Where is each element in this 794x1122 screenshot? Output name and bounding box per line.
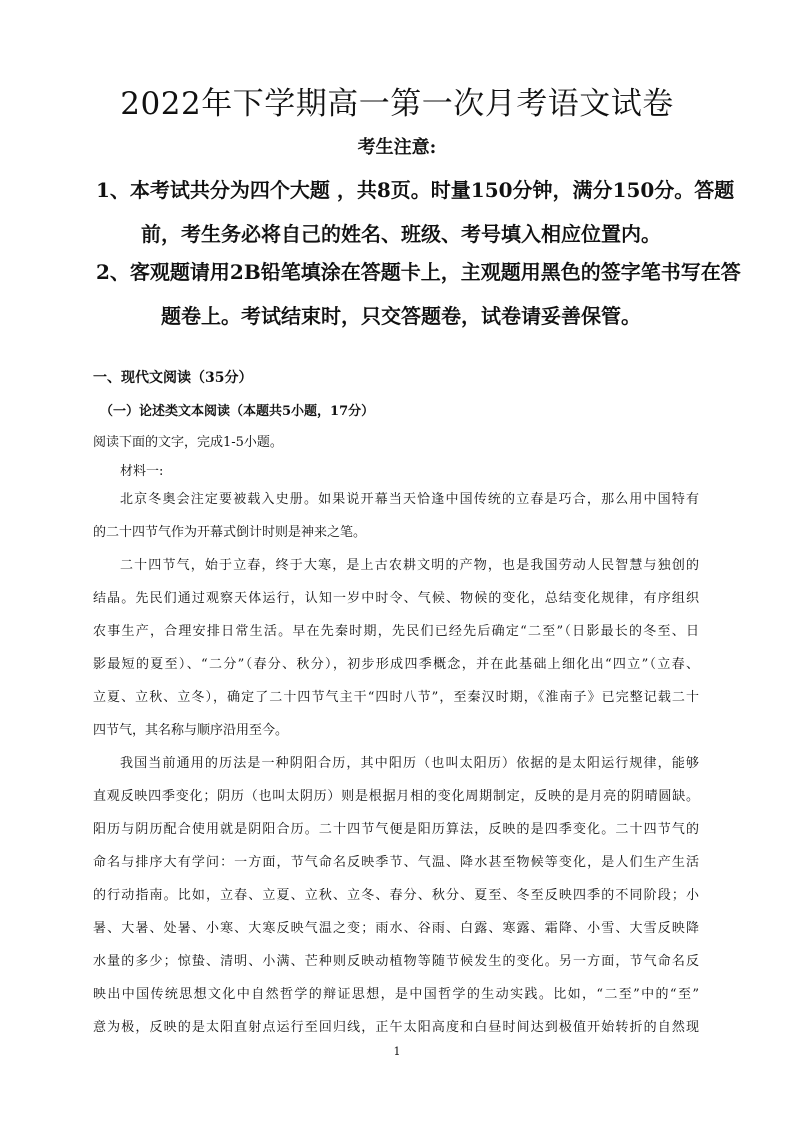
- body-line: 四节气，其名称与顺序沿用至今。: [93, 723, 289, 738]
- body-line: 映出中国传统思想文化中自然哲学的辩证思想，是中国哲学的生动实践。比如，“二至”中的“至”: [93, 987, 699, 1002]
- body-line: 意为极，反映的是太阳直射点运行至回归线，正午太阳高度和白昼时间达到极值开始转折的自然现: [93, 1020, 699, 1035]
- body-line: 北京冬奥会注定要被载入史册。如果说开幕当天恰逢中国传统的立春是巧合，那么用中国特有: [120, 492, 699, 507]
- page-number: 1: [393, 1045, 401, 1058]
- body-line: 农事生产，合理安排日常生活。早在先秦时期，先民们已经先后确定“二至”（日影最长的冬至、日: [93, 624, 699, 639]
- exam-title: 2022年下学期高一第一次月考语文试卷: [120, 86, 674, 122]
- notice-heading: 考生注意:: [357, 137, 437, 158]
- body-line: 我国当前通用的历法是一种阴阳合历，其中阳历（也叫太阳历）依据的是太阳运行规律，能够: [120, 756, 699, 771]
- notice-rule-1-line-2: 前，考生务必将自己的姓名、班级、考号填入相应位置内。: [141, 222, 661, 246]
- notice-rule-2-line-1: 2、客观题请用2B铅笔填涂在答题卡上，主观题用黑色的签字笔书写在答: [96, 260, 741, 284]
- body-line: 命名与排序大有学问：一方面，节气命名反映季节、气温、降水甚至物候等变化，是人们生产生活: [93, 855, 699, 870]
- notice-rule-2-line-2: 题卷上。考试结束时，只交答题卷，试卷请妥善保管。: [161, 304, 641, 328]
- body-line: 阳历与阴历配合使用就是阴阳合历。二十四节气便是阳历算法，反映的是四季变化。二十四节气的: [93, 822, 699, 837]
- body-line: 暑、大暑、处暑、小寒、大寒反映气温之变；雨水、谷雨、白露、寒露、霜降、小雪、大雪反映降: [93, 921, 699, 936]
- body-line: 二十四节气，始于立春，终于大寒，是上古农耕文明的产物，也是我国劳动人民智慧与独创的: [120, 558, 699, 573]
- instruction-text: 阅读下面的文字，完成1-5小题。: [93, 435, 283, 450]
- body-line: 水量的多少；惊蛰、清明、小满、芒种则反映动植物等随节候发生的变化。另一方面，节气命名反: [93, 954, 699, 969]
- body-line: 直观反映四季变化；阴历（也叫太阴历）则是根据月相的变化周期制定，反映的是月亮的阴晴圆缺。: [93, 789, 699, 804]
- body-line: 的行动指南。比如，立春、立夏、立秋、立冬、春分、秋分、夏至、冬至反映四季的不同阶段；小: [93, 888, 699, 903]
- notice-rule-1-line-1: 1、本考试共分为四个大题 ，共8页。时量150分钟，满分150分。答题: [96, 178, 735, 202]
- subsection-heading: （一）论述类文本阅读（本题共5小题，17分）: [100, 404, 375, 419]
- notice-rule-2: [96, 258, 741, 330]
- body-line: 影最短的夏至）、“二分”（春分、秋分），初步形成四季概念，并在此基础上细化出“四立”（立春、: [93, 657, 699, 672]
- material-label: 材料一:: [120, 464, 164, 479]
- notice-rule-1: [96, 176, 735, 248]
- body-line: 的二十四节气作为开幕式倒计时则是神来之笔。: [93, 525, 367, 540]
- section-heading: 一、现代文阅读（35分）: [93, 370, 253, 386]
- body-line: 立夏、立秋、立冬），确定了二十四节气主干“四时八节”，至秦汉时期，《淮南子》已完整记载二十: [93, 690, 699, 705]
- body-line: 结晶。先民们通过观察天体运行，认知一岁中时令、气候、物候的变化，总结变化规律，有序组织: [93, 591, 699, 606]
